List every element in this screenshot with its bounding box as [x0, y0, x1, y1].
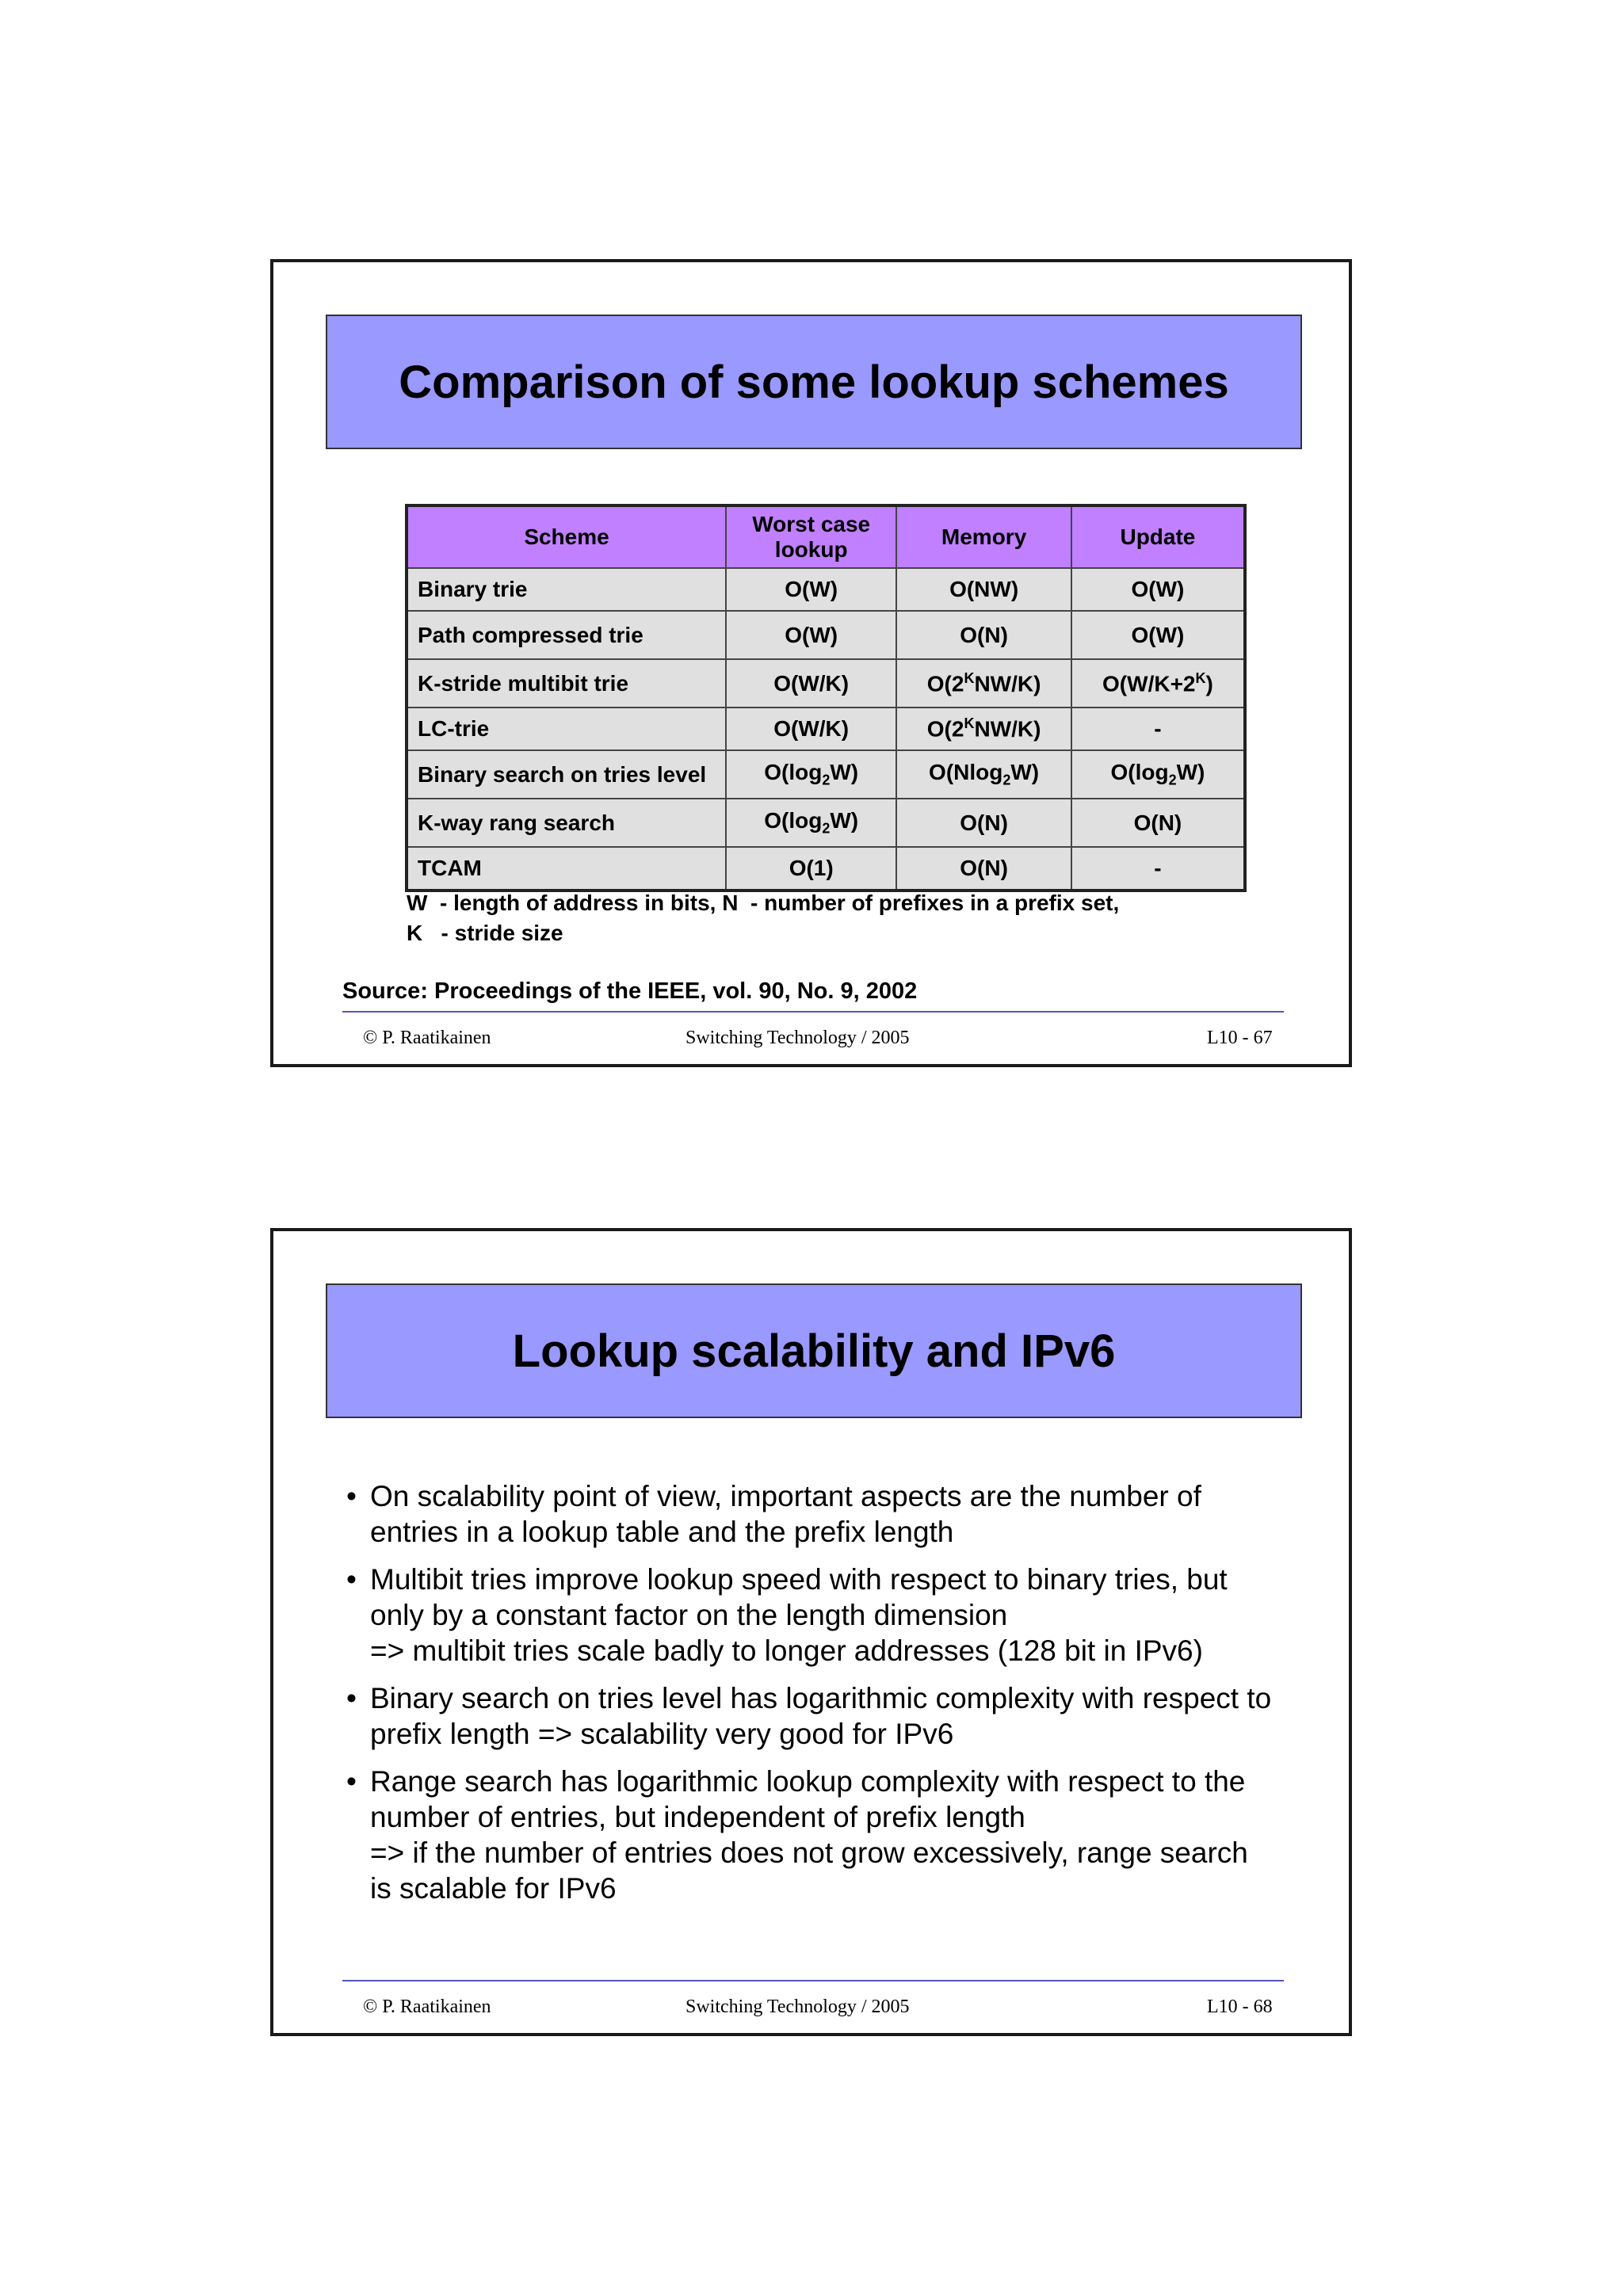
bullet-line: • Binary search on tries level has logarithmic complexity with respect to — [370, 1682, 1272, 1714]
footer-course: Switching Technology / 2005 — [685, 1997, 910, 2017]
bullet-line: number of entries, but independent of prefix length — [370, 1801, 1025, 1833]
bullet-line: • On scalability point of view, important aspects are the number of — [370, 1480, 1201, 1512]
footer-author: © P. Raatikainen — [363, 1028, 491, 1048]
cell-memory-base: O(2 — [926, 671, 964, 696]
slide-title-box — [326, 315, 1302, 449]
bullet-line: only by a constant factor on the length dimension — [370, 1599, 1008, 1631]
table-row — [407, 659, 1245, 707]
cell-scheme: K-way rang search — [407, 799, 726, 847]
cell-update-sub: 2 — [1168, 772, 1177, 788]
cell-memory-rest: NW/K) — [974, 671, 1041, 696]
header-scheme: Scheme — [407, 505, 726, 568]
cell-lookup: O(1) — [726, 847, 896, 891]
cell-update — [1071, 750, 1245, 799]
cell-memory: O(N) — [896, 847, 1071, 891]
header-update: Update — [1071, 505, 1245, 568]
cell-memory-sup: K — [964, 669, 975, 686]
comparison-table — [405, 504, 1247, 892]
cell-memory-rest: W) — [1010, 760, 1040, 785]
cell-lookup-rest: W) — [830, 760, 859, 785]
header-lookup-line2: lookup — [774, 537, 848, 562]
bullet-line: => if the number of entries does not grow excessively, range search — [370, 1836, 1248, 1869]
footer-course: Switching Technology / 2005 — [685, 1028, 910, 1048]
cell-update: - — [1071, 707, 1245, 750]
cell-lookup: O(W/K) — [726, 707, 896, 750]
legend-line-2: K - stride size — [407, 921, 563, 945]
bullet-line: • Multibit tries improve lookup speed with respect to binary tries, but — [370, 1563, 1228, 1596]
cell-scheme: Binary search on tries level — [407, 750, 726, 799]
cell-scheme: K-stride multibit trie — [407, 659, 726, 707]
cell-memory-base: O(Nlog — [929, 760, 1003, 785]
cell-lookup-rest: W) — [830, 808, 859, 833]
cell-update-base: O(log — [1110, 760, 1169, 785]
cell-lookup-base: O(log — [764, 808, 823, 833]
cell-update: O(W) — [1071, 611, 1245, 659]
slide-title: Comparison of some lookup schemes — [399, 356, 1229, 408]
cell-memory-sub: 2 — [1002, 772, 1011, 788]
table-row — [407, 847, 1245, 891]
cell-update: - — [1071, 847, 1245, 891]
bullet-item — [346, 1680, 1297, 1752]
bullet-line: prefix length => scalability very good for IPv6 — [370, 1718, 954, 1750]
table-legend — [407, 888, 1119, 948]
cell-lookup: O(W/K) — [726, 659, 896, 707]
footer-page-number: L10 - 67 — [1207, 1028, 1273, 1048]
cell-memory: O(NW) — [896, 568, 1071, 611]
cell-update-base: O(W/K+2 — [1102, 671, 1196, 696]
cell-memory-sup: K — [964, 715, 975, 732]
table-row — [407, 750, 1245, 799]
cell-update-rest: ) — [1205, 671, 1213, 696]
bullet-item — [346, 1764, 1297, 1906]
table-row — [407, 799, 1245, 847]
cell-lookup — [726, 750, 896, 799]
cell-update: O(W) — [1071, 568, 1245, 611]
cell-lookup-base: O(log — [764, 760, 823, 785]
cell-lookup-sub: 2 — [822, 820, 831, 837]
cell-update-rest: W) — [1176, 760, 1205, 785]
slide-comparison — [270, 259, 1352, 1067]
cell-memory-base: O(2 — [926, 716, 964, 742]
table-row — [407, 568, 1245, 611]
bullet-line: is scalable for IPv6 — [370, 1872, 617, 1905]
bullet-item — [346, 1562, 1297, 1669]
legend-line-1: W - length of address in bits, N - number of prefixes in a prefix set, — [407, 891, 1120, 915]
cell-memory — [896, 707, 1071, 750]
cell-update: O(N) — [1071, 799, 1245, 847]
cell-scheme: LC-trie — [407, 707, 726, 750]
cell-memory: O(N) — [896, 799, 1071, 847]
cell-memory-rest: NW/K) — [974, 716, 1041, 742]
cell-scheme: Path compressed trie — [407, 611, 726, 659]
table-row — [407, 707, 1245, 750]
slide-title: Lookup scalability and IPv6 — [512, 1325, 1116, 1377]
cell-memory: O(N) — [896, 611, 1071, 659]
cell-scheme: TCAM — [407, 847, 726, 891]
footer-author: © P. Raatikainen — [363, 1997, 491, 2017]
cell-lookup — [726, 799, 896, 847]
footer-page-number: L10 - 68 — [1207, 1997, 1273, 2017]
cell-memory — [896, 659, 1071, 707]
cell-lookup: O(W) — [726, 568, 896, 611]
bullet-line: • Range search has logarithmic lookup complexity with respect to the — [370, 1765, 1246, 1798]
cell-lookup-sub: 2 — [822, 772, 831, 788]
cell-memory — [896, 750, 1071, 799]
slide-title-box — [326, 1283, 1302, 1418]
header-worst-case-lookup — [726, 505, 896, 568]
footer-divider — [342, 1011, 1284, 1013]
table-header-row — [407, 505, 1245, 568]
bullet-line: entries in a lookup table and the prefix length — [370, 1516, 954, 1548]
bullet-line: => multibit tries scale badly to longer addresses (128 bit in IPv6) — [370, 1634, 1203, 1667]
cell-lookup: O(W) — [726, 611, 896, 659]
cell-update — [1071, 659, 1245, 707]
cell-update-sup: K — [1195, 669, 1206, 686]
table-row — [407, 611, 1245, 659]
source-citation: Source: Proceedings of the IEEE, vol. 90, No. 9, 2002 — [342, 978, 918, 1004]
slide-scalability — [270, 1228, 1352, 2036]
cell-scheme: Binary trie — [407, 568, 726, 611]
header-lookup-line1: Worst case — [752, 512, 871, 536]
bullet-list — [346, 1478, 1297, 1918]
footer-divider — [342, 1980, 1284, 1981]
header-memory: Memory — [896, 505, 1071, 568]
bullet-item — [346, 1478, 1297, 1550]
